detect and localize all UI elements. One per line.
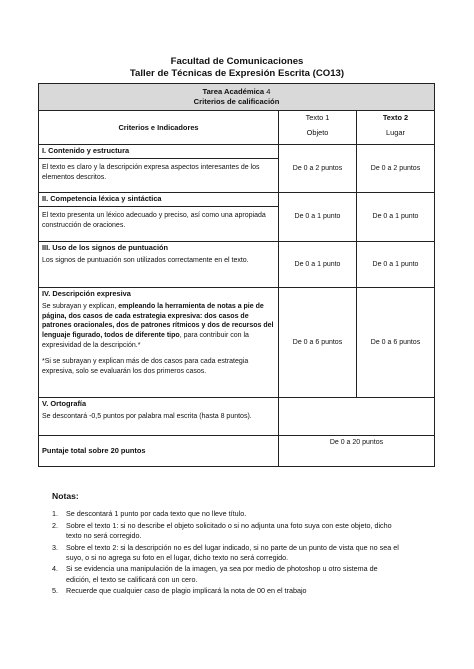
score-text1: De 0 a 1 punto [279,242,357,288]
notes-title: Notas: [52,491,79,501]
rubric-subtitle: Criterios de calificación [193,97,280,106]
rubric-title-row [39,84,435,111]
assignment-title: Tarea Académica [202,87,265,97]
text2-column-header [357,111,435,145]
description-part: Se subrayan y explican, [42,302,119,310]
note-item [52,586,402,596]
notes-section [52,491,402,598]
criterion-description: El texto es claro y la descripción expresa aspectos interesantes de los elementos descritos. [42,163,260,181]
note-number: 1. [52,509,58,519]
criterion-cell [39,242,279,288]
criterion-row [39,288,435,398]
score-text1: De 0 a 2 puntos [279,145,357,193]
text1-sub: Objeto [306,127,329,137]
criterion-row [39,242,435,288]
document-header [0,56,474,80]
orthography-score-cell [279,398,435,436]
criterion-row [39,193,435,242]
note-number: 3. [52,542,58,552]
text2-label: Texto 2 [382,113,409,122]
note-number: 5. [52,586,58,596]
criterion-description [42,302,275,351]
criterion-description: Se descontará -0,5 puntos por palabra mal escrita (hasta 8 puntos). [42,412,252,420]
text1-label: Texto 1 [305,113,330,122]
criterion-title: I. Contenido y estructura [39,145,278,159]
criterion-row [39,398,435,436]
score-text2: De 0 a 6 puntos [357,288,435,398]
criteria-column-header: Criterios e Indicadores [39,111,279,145]
score-text2: De 0 a 1 punto [357,193,435,242]
note-number: 2. [52,520,58,530]
column-header-row [39,111,435,145]
criterion-title: IV. Descripción expresiva [42,289,131,298]
criterion-description: Los signos de puntuación son utilizados correctamente en el texto. [42,256,249,264]
criterion-cell [39,193,279,242]
total-label: Puntaje total sobre 20 puntos [39,436,279,467]
criterion-description: El texto presenta un léxico adecuado y preciso, así como una apropiada construcción de oraciones. [42,211,266,229]
note-text: Sobre el texto 1: si no describe el objeto solicitado o si no adjunta una foto suya con este objeto, dicho texto no será corregido. [66,520,392,541]
criterion-cell [39,145,279,193]
note-text: Recuerde que cualquier caso de plagio implicará la nota de 00 en el trabajo [66,586,307,596]
note-text: Si se evidencia una manipulación de la imagen, ya sea por medio de photoshop u otro sistema de edición, el texto se calificará con un cero. [66,564,378,584]
note-item [52,564,402,585]
criterion-cell [39,398,279,436]
note-item [52,521,402,542]
criterion-title: III. Uso de los signos de puntuación [42,243,169,252]
rubric-table [38,83,435,467]
note-number: 4. [52,564,58,574]
note-text: Sobre el texto 2: si la descripción no es del lugar indicado, si no parte de un punto de vista que no sea el suyo, o si no agrega su foto en el lugar, dicho texto no será corregido. [66,542,399,563]
rubric-title-cell [39,84,435,111]
note-item [52,509,402,519]
total-value: De 0 a 20 puntos [279,436,435,467]
text1-column-header [279,111,357,145]
criterion-row [39,145,435,193]
description-part: , para contribuir con la expresividad de la descripción.* [42,332,249,349]
description-emphasis: empleando la herramienta de notas a pie de página, dos casos de cada estrategia expresiva: dos casos de patrones oracionales, dos de patrones rítmicos y dos de recursos del lenguaje figurado, todos de diferente tipo [42,302,274,340]
criterion-title: V. Ortografía [42,399,87,408]
criterion-footnote: *Si se subrayan y explican más de dos casos para cada estrategia expresiva, solo se evaluarán los dos primeros casos. [42,357,249,375]
note-text: Se descontará 1 punto por cada texto que no lleve título. [66,509,247,519]
score-text1: De 0 a 6 puntos [279,288,357,398]
course-name: Taller de Técnicas de Expresión Escrita (CO13) [129,68,345,79]
criterion-title: II. Competencia léxica y sintáctica [39,193,278,207]
criterion-cell [39,288,279,398]
score-text1: De 0 a 1 punto [279,193,357,242]
score-text2: De 0 a 2 puntos [357,145,435,193]
score-text2: De 0 a 1 punto [357,242,435,288]
assignment-number: 4 [266,87,271,97]
note-item [52,543,402,564]
faculty-name: Facultad de Comunicaciones [170,56,304,67]
total-row [39,436,435,467]
text2-sub: Lugar [386,127,405,137]
